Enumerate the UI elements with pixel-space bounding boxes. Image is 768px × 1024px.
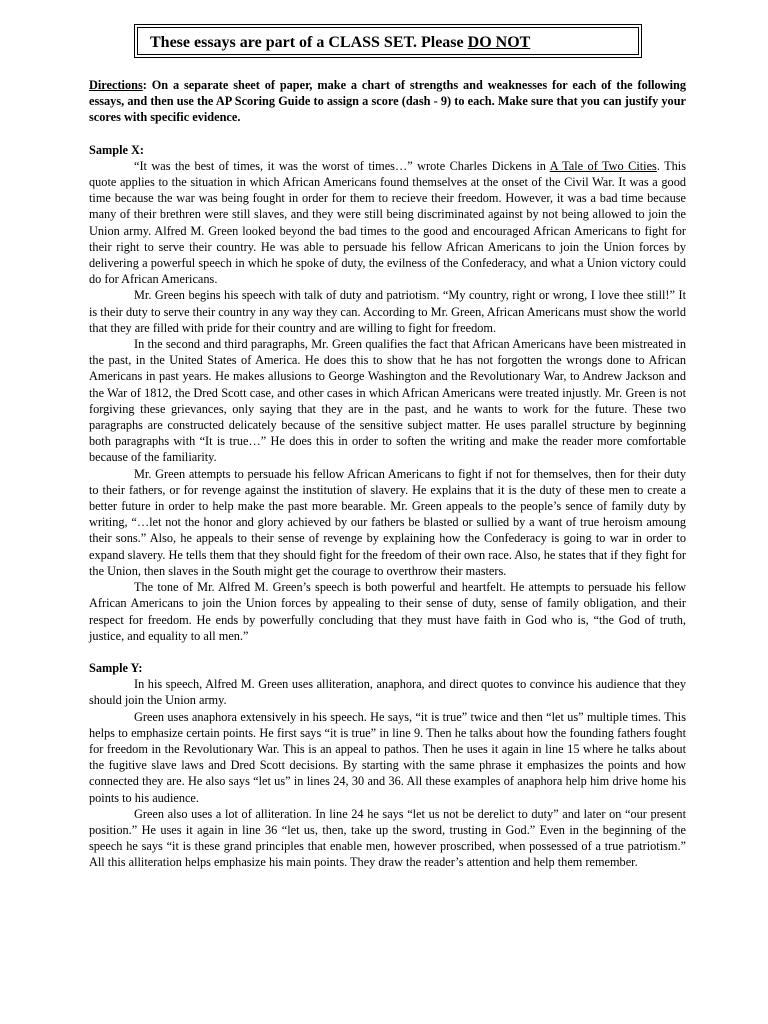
book-title: A Tale of Two Cities [549,158,657,173]
sample-y-paragraph-3: Green also uses a lot of alliteration. In line 24 he says “let us not be derelict to duty” and later on “our present position.” He uses it again in line 36 “let us, then, take up the sword, trusting in God.” Even in the beginning of the speech he says “it is these grand principles that enable men, however proscribed, when possessed of a true patriotism.” All this alliteration helps emphasize his main points. They draw the reader’s attention and help them remember. [89,806,686,870]
banner-emphasis: DO NOT [467,34,531,51]
sample-x-paragraph-1 [89,158,686,288]
class-set-banner [134,24,642,58]
sample-y-paragraph-1: In his speech, Alfred M. Green uses alliteration, anaphora, and direct quotes to convince his audience that they should join the Union army. [89,677,686,708]
banner-text [150,34,530,52]
sample-x-paragraph-2: Mr. Green begins his speech with talk of duty and patriotism. “My country, right or wrong, I love thee still!” It is their duty to serve their country in any way they can. According to Mr. Green, African Americans must show the world that they are filled with pride for their country and are willing to fight for freedom. [89,288,686,335]
sample-y-title: Sample Y: [89,660,143,675]
document-body [89,77,686,871]
directions-label: Directions [89,78,143,92]
sample-y-paragraph-2: Green uses anaphora extensively in his speech. He says, “it is true” twice and then “let us” multiple times. This helps to emphasize certain points. He first says “it is true” in line 9. Then he talks about how the founding fathers fought for freedom in the Revolutionary War. This is an appeal to pathos. Then he uses it again in line 15 where he talks about the fugitive slave laws and Dred Scott decisions. By starting with the same phrase it emphasizes the points and how connected they are. He also says “let us” in lines 24, 30 and 36. All these examples of anaphora help him drive home his points to his audience. [89,709,686,805]
sample-x-paragraph-3: In the second and third paragraphs, Mr. Green qualifies the fact that African Americans have been mistreated in the past, in the United States of America. He does this to show that he has not forgotten the wrongs done to African Americans in past years. He makes allusions to George Washington and the Revolutionary War, to Andrew Jackson and the War of 1812, the Dred Scott case, and other cases in which African Americans were treated injustly. Mr. Green is not forgiving these grievances, only saying that they are in the past, and he wants to work for the future. These two paragraphs are constructed delicately because of the sensitive subject matter. He uses parallel structure by beginning both paragraphs with “It is true…” He does this in order to soften the writing and make the reader more comfortable because of the familiarity. [89,337,686,465]
directions-text: : On a separate sheet of paper, make a chart of strengths and weaknesses for each of the following essays, and then use the AP Scoring Guide to assign a score (dash - 9) to each. Make sure that you can justify your scores with specific evidence. [89,78,686,125]
sample-x-paragraph-4: Mr. Green attempts to persuade his fellow African Americans to fight if not for themselves, then for their duty to their fathers, or for revenge against the institution of slavery. He explains that it is the duty of these men to create a better future in order to help make the past more bearable. Mr. Green appeals to the people’s sence of family duty by writing, “…let not the honor and glory achieved by our fathers be blasted or sullied by a want of true heroism amoung their sons.” Also, he appeals to their sense of revenge by explaining how the Confederacy is going to war in order to expand slavery. He tells them that they should fight for the freedom of their own race. Also, he states that if they fight for the Union, then slaves in the South might get the courage to overthrow their masters. [89,466,686,578]
banner-main-text: These essays are part of a CLASS SET. Please [150,34,468,51]
sample-x-paragraph-5: The tone of Mr. Alfred M. Green’s speech is both powerful and heartfelt. He attempts to persuade his fellow African Americans to join the Union forces by appealing to their sense of duty, sense of family obligation, and their respect for freedom. He ends by powerfully concluding that they must have faith in God who is, “the God of truth, justice, and equality to all men.” [89,580,686,643]
directions [89,77,686,126]
section-gap [89,644,686,660]
sample-x-p1-after: . This quote applies to the situation in which African Americans found themselves at the onset of the Civil War. It was a good time because the war was being fought in order for them to recieve their freedom. However, it was a bad time because many of their brethren were still slaves, and they were still being discriminated against by not being allowed to join the Union army. Alfred M. Green looked beyond the bad times to the good and encouraged African Americans to fight for their right to serve their country. He was able to persuade his fellow African Americans to join the Union forces by delivering a powerful speech in which he spoke of duty, the evilness of the Confederacy, and what a Union victory could do for African Americans. [89,158,686,287]
sample-x-title: Sample X: [89,142,144,157]
sample-x-p1-before: “It was the best of times, it was the worst of times…” wrote Charles Dickens in [134,158,550,173]
